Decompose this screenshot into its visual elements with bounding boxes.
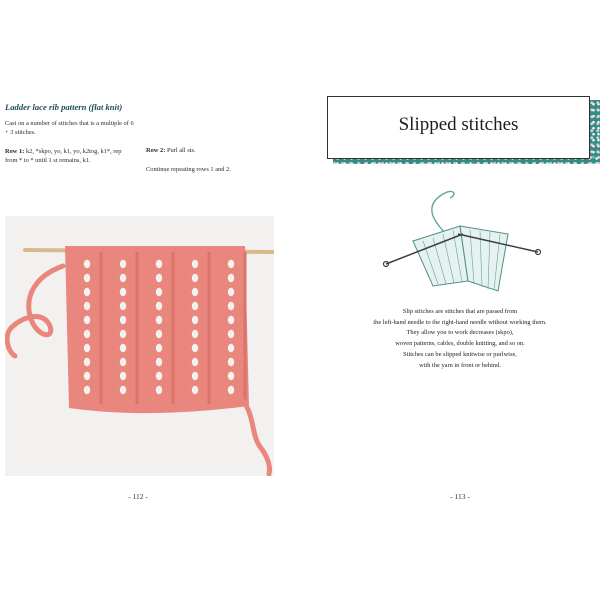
row-1-text: k2, *skpo, yo, k1, yo, k2tog, k1*, rep from * to * until 1 st remains, k1. — [5, 148, 122, 165]
lace-eyelet — [156, 372, 162, 380]
floral-border-side — [590, 100, 600, 162]
lace-eyelet — [192, 386, 198, 394]
lace-eyelet — [228, 344, 234, 352]
lace-eyelet — [84, 330, 90, 338]
lace-eyelet — [192, 358, 198, 366]
lace-eyelet — [156, 330, 162, 338]
chapter-title: Slipped stitches — [398, 114, 519, 135]
description-line: woven patterns, cables, double knitting, and so on. — [395, 340, 525, 348]
description-line: the left-hand needle to the right-hand needle without working them. — [373, 318, 547, 326]
page-number-left: - 112 - — [128, 492, 148, 501]
lace-eyelet — [120, 330, 126, 338]
lace-eyelet — [228, 330, 234, 338]
yarn-tail-left — [7, 266, 63, 356]
lace-eyelet — [84, 316, 90, 324]
lace-eyelet — [120, 344, 126, 352]
row-1-label: Row 1: — [5, 148, 25, 155]
lace-eyelet — [84, 288, 90, 296]
lace-eyelet — [156, 260, 162, 268]
lace-eyelet — [156, 344, 162, 352]
description-line: with the yarn in front or behind. — [419, 361, 501, 369]
row-1-instruction — [5, 147, 135, 165]
lace-eyelet — [228, 260, 234, 268]
lace-eyelet — [84, 274, 90, 282]
right-page — [300, 0, 600, 600]
lace-eyelet — [120, 288, 126, 296]
lace-eyelet — [120, 372, 126, 380]
swatch-illustration — [5, 216, 274, 476]
lace-eyelet — [228, 386, 234, 394]
lace-eyelet — [228, 358, 234, 366]
lace-eyelet — [156, 386, 162, 394]
chapter-title-box — [327, 96, 590, 159]
lace-eyelet — [120, 260, 126, 268]
lace-eyelet — [120, 274, 126, 282]
lace-eyelet — [156, 274, 162, 282]
lace-eyelet — [156, 302, 162, 310]
lace-eyelet — [84, 344, 90, 352]
knitting-swatch-photo — [5, 216, 274, 476]
lace-eyelet — [156, 316, 162, 324]
description-line: Slip stitches are stitches that are passed from — [402, 308, 518, 315]
lace-eyelet — [84, 260, 90, 268]
row-2-label: Row 2: — [146, 147, 166, 154]
lace-eyelet — [192, 260, 198, 268]
pattern-title: Ladder lace rib pattern (flat knit) — [5, 102, 123, 112]
lace-eyelet — [120, 386, 126, 394]
lace-eyelet — [120, 358, 126, 366]
lace-eyelet — [192, 372, 198, 380]
description-line: They allow you to work decreases (skpo), — [406, 329, 514, 337]
lace-eyelet — [228, 302, 234, 310]
lace-eyelet — [228, 316, 234, 324]
row-2-instruction — [146, 146, 286, 155]
lace-eyelet — [192, 274, 198, 282]
row-2-text: Purl all sts. — [165, 147, 196, 154]
lace-eyelet — [120, 316, 126, 324]
lace-eyelet — [120, 302, 126, 310]
lace-eyelet — [228, 288, 234, 296]
lace-eyelet — [192, 316, 198, 324]
lace-eyelet — [192, 288, 198, 296]
slipped-stitches-description — [340, 307, 580, 371]
yarn-tail-right — [243, 401, 270, 474]
page-number-right: - 113 - — [450, 492, 470, 501]
lace-eyelet — [84, 302, 90, 310]
lace-eyelet — [228, 372, 234, 380]
description-line: Stitches can be slipped knitwise or purlwise, — [403, 350, 517, 358]
lace-eyelet — [192, 302, 198, 310]
lace-eyelet — [192, 330, 198, 338]
knitting-needles-illustration — [378, 186, 548, 301]
lace-eyelet — [84, 358, 90, 366]
lace-eyelet — [156, 288, 162, 296]
lace-eyelet — [156, 358, 162, 366]
lace-eyelet — [192, 344, 198, 352]
lace-eyelet — [84, 372, 90, 380]
lace-eyelet — [84, 386, 90, 394]
lace-eyelet — [228, 274, 234, 282]
cast-on-instruction: Cast on a number of stitches that is a multiple of 6 + 3 stitches. — [5, 120, 134, 137]
repeat-instruction: Continue repeating rows 1 and 2. — [146, 166, 231, 173]
